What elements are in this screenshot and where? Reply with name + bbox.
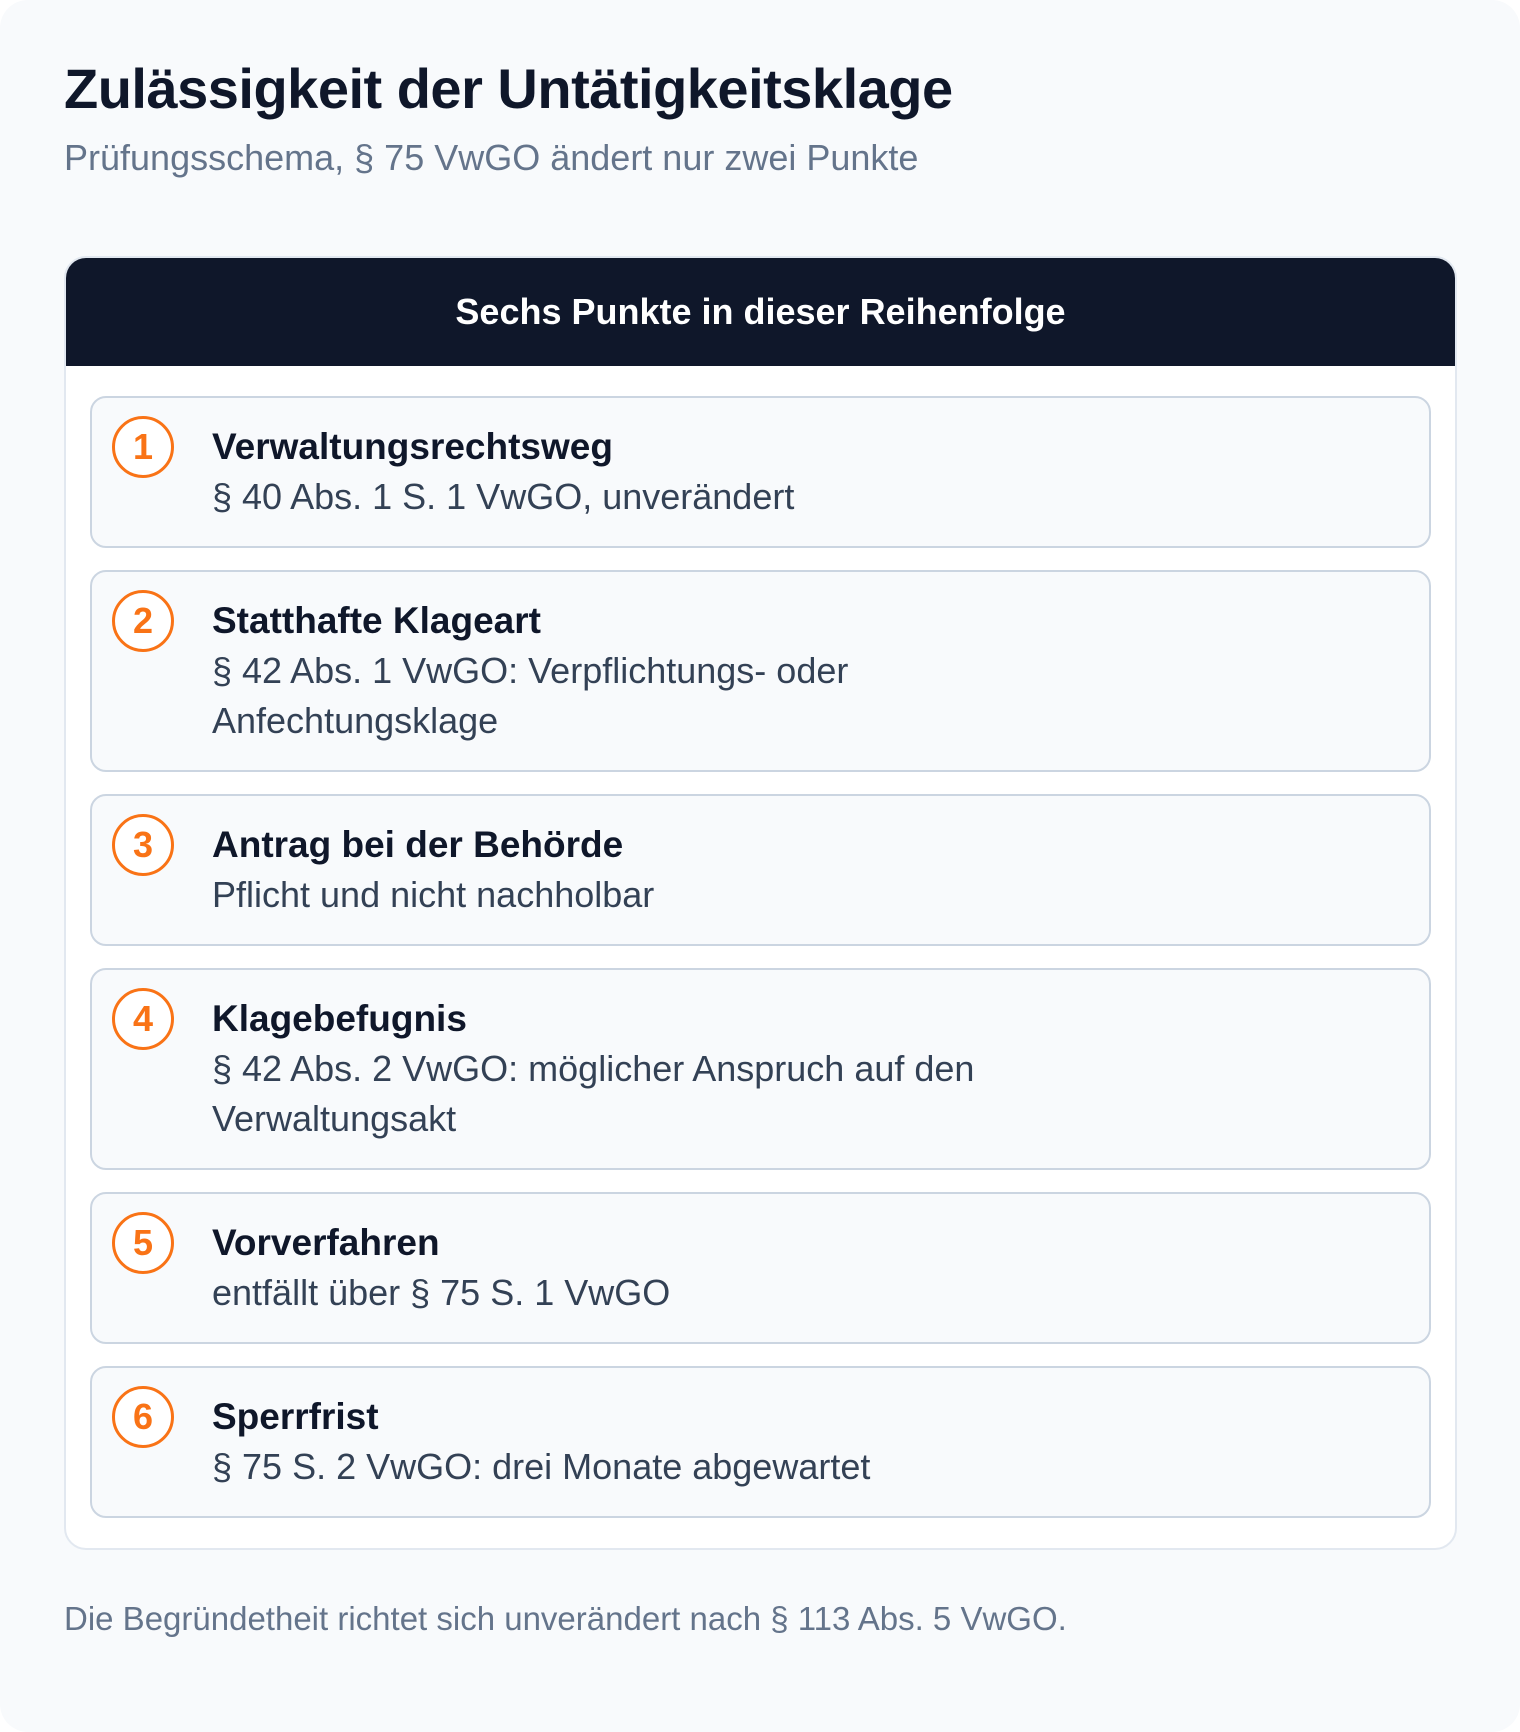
step-body — [212, 1218, 1369, 1318]
step-body — [212, 422, 1369, 522]
step-item — [90, 968, 1431, 1170]
step-number-badge: 5 — [112, 1212, 174, 1274]
step-body — [212, 994, 1089, 1144]
step-item — [90, 794, 1431, 946]
step-title: Antrag bei der Behörde — [212, 824, 624, 865]
step-title: Sperrfrist — [212, 1396, 379, 1437]
step-title: Verwaltungsrechtsweg — [212, 426, 613, 467]
panel-heading: Sechs Punkte in dieser Reihenfolge — [455, 291, 1066, 332]
steps-panel — [64, 256, 1457, 1550]
page-subtitle: Prüfungsschema, § 75 VwGO ändert nur zwei Punkte — [64, 137, 919, 178]
step-description: § 75 S. 2 VwGO: drei Monate abgewartet — [212, 1446, 871, 1487]
step-number-badge: 1 — [112, 416, 174, 478]
step-number-badge: 4 — [112, 988, 174, 1050]
footnote: Die Begründetheit richtet sich unverändert nach § 113 Abs. 5 VwGO. — [64, 1600, 1067, 1637]
step-description: § 42 Abs. 1 VwGO: Verpflichtungs- oder Anfechtungsklage — [212, 650, 849, 741]
page-title: Zulässigkeit der Untätigkeitsklage — [64, 57, 953, 120]
step-number-badge: 2 — [112, 590, 174, 652]
step-item — [90, 1366, 1431, 1518]
step-description: Pflicht und nicht nachholbar — [212, 874, 655, 915]
step-description: entfällt über § 75 S. 1 VwGO — [212, 1272, 671, 1313]
step-number-badge: 3 — [112, 814, 174, 876]
step-description: § 40 Abs. 1 S. 1 VwGO, unverändert — [212, 476, 795, 517]
step-item — [90, 1192, 1431, 1344]
step-title: Klagebefugnis — [212, 998, 467, 1039]
step-body — [212, 820, 1369, 920]
step-body — [212, 1392, 1369, 1492]
panel-header — [66, 258, 1455, 366]
steps-list — [90, 396, 1431, 1518]
step-item — [90, 570, 1431, 772]
step-title: Statthafte Klageart — [212, 600, 541, 641]
step-number-badge: 6 — [112, 1386, 174, 1448]
step-item — [90, 396, 1431, 548]
step-description: § 42 Abs. 2 VwGO: möglicher Anspruch auf den Verwaltungsakt — [212, 1048, 975, 1139]
step-title: Vorverfahren — [212, 1222, 440, 1263]
step-body — [212, 596, 959, 746]
